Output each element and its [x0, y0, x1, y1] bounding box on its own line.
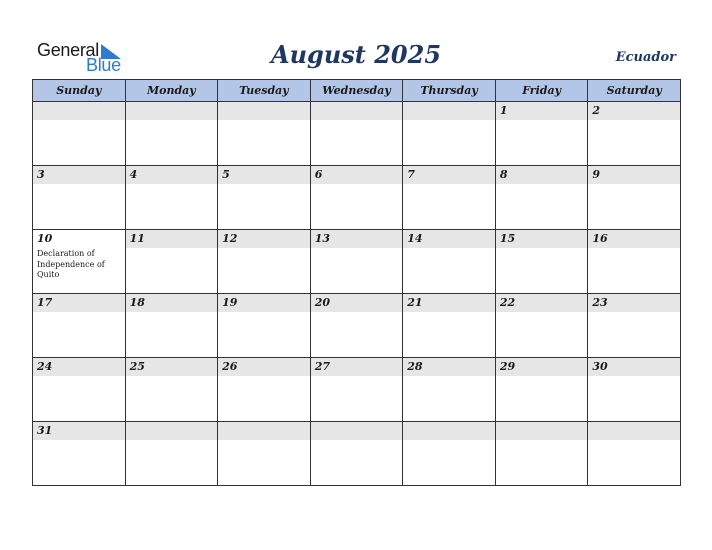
day-cell[interactable] [588, 102, 681, 166]
day-number: 30 [588, 358, 680, 376]
week-row [33, 166, 681, 230]
day-number: 31 [33, 422, 125, 440]
day-number [126, 422, 218, 440]
day-cell[interactable] [495, 166, 588, 230]
day-cell[interactable] [125, 102, 218, 166]
calendar-grid [32, 79, 681, 486]
day-cell[interactable] [310, 422, 403, 486]
day-cell[interactable] [403, 102, 496, 166]
weekday-tuesday: Tuesday [218, 80, 311, 102]
day-number: 11 [126, 230, 218, 248]
country-label: Ecuador [615, 50, 676, 65]
day-cell[interactable] [125, 358, 218, 422]
day-cell[interactable] [218, 166, 311, 230]
day-cell[interactable] [218, 230, 311, 294]
calendar-body [33, 102, 681, 486]
day-cell[interactable] [125, 166, 218, 230]
day-number: 29 [496, 358, 588, 376]
day-number: 21 [403, 294, 495, 312]
day-number: 17 [33, 294, 125, 312]
day-number: 28 [403, 358, 495, 376]
day-cell[interactable] [33, 166, 126, 230]
day-cell[interactable] [495, 230, 588, 294]
day-cell[interactable] [588, 294, 681, 358]
day-cell[interactable] [310, 294, 403, 358]
day-number [218, 102, 310, 120]
day-number [496, 422, 588, 440]
day-cell[interactable] [588, 166, 681, 230]
day-number: 4 [126, 166, 218, 184]
day-cell[interactable] [33, 102, 126, 166]
week-row [33, 422, 681, 486]
day-cell[interactable] [33, 422, 126, 486]
weekday-header-row [33, 80, 681, 102]
weekday-friday: Friday [495, 80, 588, 102]
day-cell[interactable] [33, 294, 126, 358]
day-cell[interactable] [218, 358, 311, 422]
holiday-label: Declaration of Independence of Quito [37, 249, 105, 279]
day-number [33, 102, 125, 120]
day-cell[interactable] [495, 358, 588, 422]
day-cell[interactable] [403, 166, 496, 230]
day-number [403, 422, 495, 440]
day-cell[interactable] [495, 102, 588, 166]
day-number [218, 422, 310, 440]
day-cell[interactable] [588, 422, 681, 486]
day-cell[interactable] [403, 230, 496, 294]
day-cell[interactable] [310, 102, 403, 166]
day-number [311, 102, 403, 120]
day-cell[interactable] [125, 422, 218, 486]
day-number: 26 [218, 358, 310, 376]
weekday-monday: Monday [125, 80, 218, 102]
day-number: 10 [33, 230, 125, 248]
day-cell[interactable] [33, 358, 126, 422]
weekday-wednesday: Wednesday [310, 80, 403, 102]
day-cell[interactable] [403, 358, 496, 422]
day-number [126, 102, 218, 120]
day-number: 22 [496, 294, 588, 312]
page-title: August 2025 [270, 40, 442, 69]
day-number: 25 [126, 358, 218, 376]
day-cell[interactable] [495, 422, 588, 486]
day-number: 12 [218, 230, 310, 248]
day-number: 27 [311, 358, 403, 376]
week-row [33, 358, 681, 422]
day-cell[interactable] [403, 422, 496, 486]
week-row [33, 102, 681, 166]
day-cell[interactable] [310, 230, 403, 294]
day-number: 16 [588, 230, 680, 248]
day-number: 3 [33, 166, 125, 184]
day-number [588, 422, 680, 440]
day-cell[interactable] [310, 358, 403, 422]
day-cell[interactable] [218, 102, 311, 166]
day-number: 6 [311, 166, 403, 184]
week-row [33, 230, 681, 294]
day-cell[interactable] [125, 230, 218, 294]
day-cell[interactable] [588, 230, 681, 294]
day-number: 9 [588, 166, 680, 184]
day-cell[interactable] [588, 358, 681, 422]
day-number: 24 [33, 358, 125, 376]
day-number [311, 422, 403, 440]
day-number: 18 [126, 294, 218, 312]
weekday-saturday: Saturday [588, 80, 681, 102]
logo-blue-text: Blue [86, 55, 121, 75]
day-number: 7 [403, 166, 495, 184]
day-number: 23 [588, 294, 680, 312]
day-number: 8 [496, 166, 588, 184]
day-number: 19 [218, 294, 310, 312]
day-cell[interactable] [125, 294, 218, 358]
day-number: 13 [311, 230, 403, 248]
day-cell[interactable] [403, 294, 496, 358]
day-cell[interactable] [218, 422, 311, 486]
weekday-sunday: Sunday [33, 80, 126, 102]
day-number: 20 [311, 294, 403, 312]
day-number: 2 [588, 102, 680, 120]
day-cell[interactable] [33, 230, 126, 294]
day-number: 14 [403, 230, 495, 248]
day-number [403, 102, 495, 120]
day-number: 1 [496, 102, 588, 120]
day-number: 5 [218, 166, 310, 184]
day-cell[interactable] [495, 294, 588, 358]
day-cell[interactable] [218, 294, 311, 358]
day-cell[interactable] [310, 166, 403, 230]
weekday-thursday: Thursday [403, 80, 496, 102]
week-row [33, 294, 681, 358]
day-number: 15 [496, 230, 588, 248]
logo-general-text: General [37, 40, 99, 60]
